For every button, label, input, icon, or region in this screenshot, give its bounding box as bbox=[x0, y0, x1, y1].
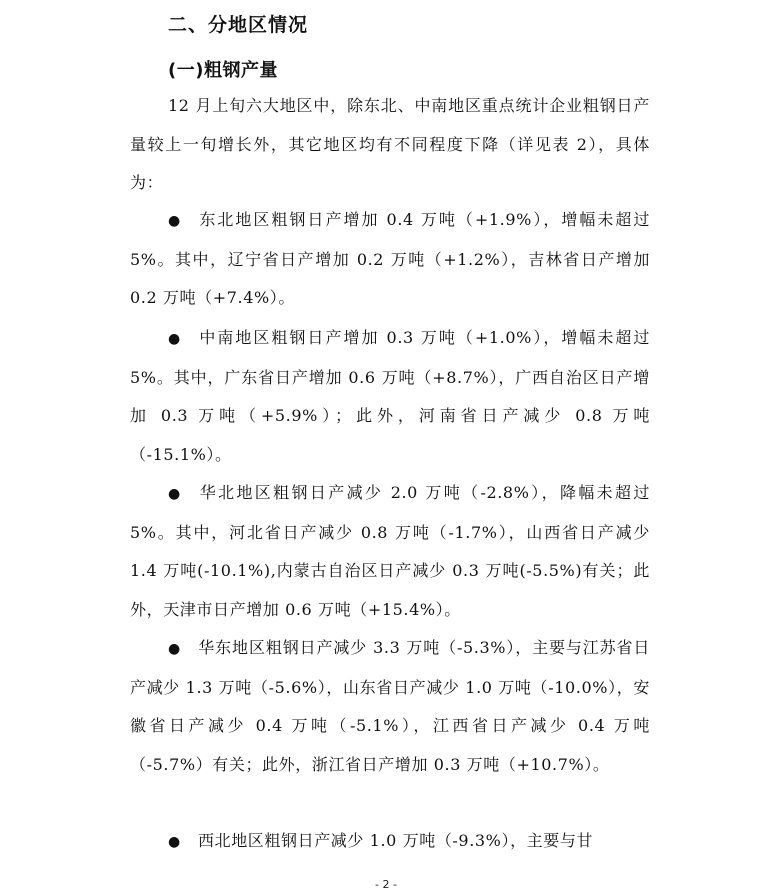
bullet-paragraph bbox=[130, 822, 650, 862]
bullet-text: 华北地区粗钢日产减少 2.0 万吨（-2.8%），降幅未超过 5%。其中，河北省日产减少 0.8 万吨（-1.7%），山西省日产减少 1.4 万吨(-10.1%),内蒙古自治区日产减少 0.3 万吨(-5.5%)有关；此外，天津市日产增加 0.6 万吨（+15.4%）。 bbox=[130, 483, 650, 619]
bullet-icon: ● bbox=[168, 213, 181, 229]
bullet-icon: ● bbox=[168, 486, 181, 502]
bullet-icon: ● bbox=[168, 641, 181, 657]
section-heading: 二、分地区情况 bbox=[168, 14, 309, 36]
bullet-text: 东北地区粗钢日产增加 0.4 万吨（+1.9%），增幅未超过 5%。其中，辽宁省日产增加 0.2 万吨（+1.2%），吉林省日产增加 0.2 万吨（+7.4%）。 bbox=[130, 210, 650, 307]
bullet-icon: ● bbox=[168, 834, 181, 850]
bullet-text: 华东地区粗钢日产减少 3.3 万吨（-5.3%），主要与江苏省日产减少 1.3 万吨（-5.6%），山东省日产减少 1.0 万吨（-10.0%），安徽省日产减少 0.4 万吨（-5.1%），江西省日产减少 0.4 万吨（-5.7%）有关；此外，浙江省日产增加 0.3 万吨（+10.7%）。 bbox=[130, 638, 650, 774]
bullet-text: 中南地区粗钢日产增加 0.3 万吨（+1.0%），增幅未超过 5%。其中，广东省日产增加 0.6 万吨（+8.7%），广西自治区日产增加 0.3 万吨（+5.9%）；此外，河南省日产减少 0.8 万吨（-15.1%）。 bbox=[130, 328, 650, 464]
bullet-text: 西北地区粗钢日产减少 1.0 万吨（-9.3%），主要与甘 bbox=[198, 831, 594, 850]
bullet-paragraph bbox=[130, 474, 650, 629]
sub-heading: (一)粗钢产量 bbox=[168, 60, 278, 81]
bullet-paragraph bbox=[130, 319, 650, 474]
bullet-paragraph bbox=[130, 201, 650, 318]
page-number: - 2 - bbox=[375, 878, 397, 891]
intro-paragraph: 12 月上旬六大地区中，除东北、中南地区重点统计企业粗钢日产量较上一旬增长外，其它地区均有不同程度下降（详见表 2），具体为： bbox=[130, 96, 650, 192]
bullet-paragraph bbox=[130, 629, 650, 784]
bullet-icon: ● bbox=[168, 331, 181, 347]
